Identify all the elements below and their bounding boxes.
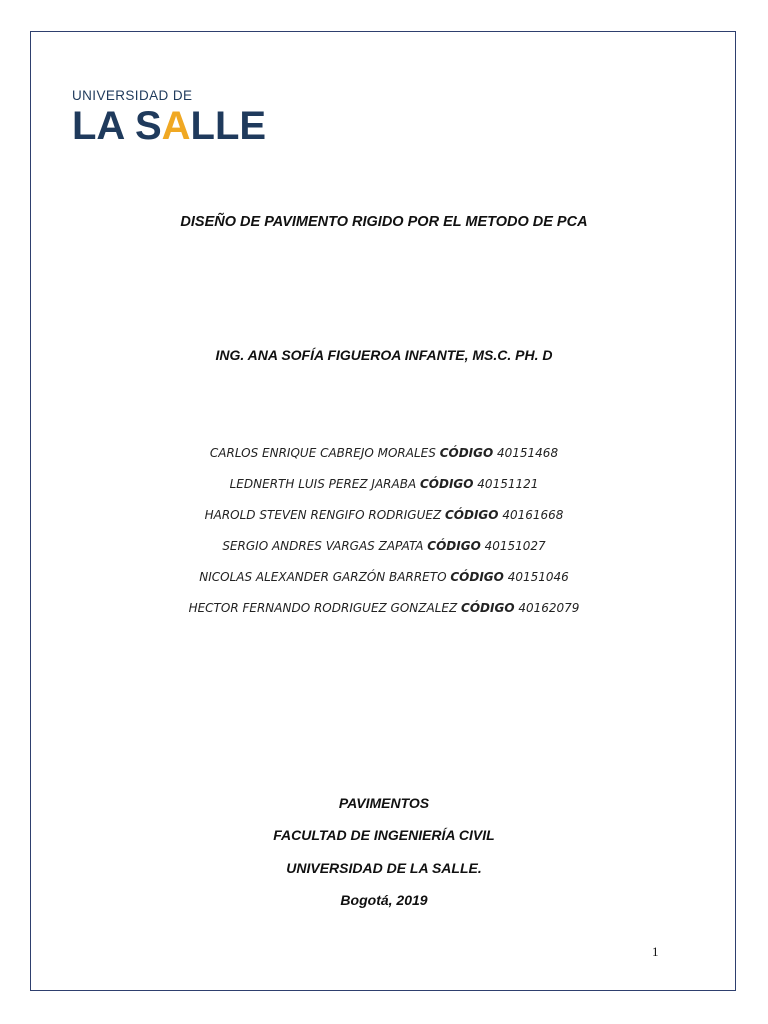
author-name: CARLOS ENRIQUE CABREJO MORALES — [209, 446, 436, 460]
logo-top-text: UNIVERSIDAD DE — [72, 88, 193, 103]
author-code: 40151121 — [477, 477, 539, 491]
course-name: PAVIMENTOS — [338, 795, 430, 811]
author-code: 40151046 — [507, 570, 569, 584]
code-label: CÓDIGO — [439, 446, 494, 460]
author-list — [0, 444, 768, 630]
author-item — [0, 444, 768, 475]
author-code: 40162079 — [518, 601, 580, 615]
author-name: HECTOR FERNANDO RODRIGUEZ GONZALEZ — [188, 601, 458, 615]
author-name: NICOLAS ALEXANDER GARZÓN BARRETO — [199, 570, 447, 584]
code-label: CÓDIGO — [419, 477, 474, 491]
author-item — [0, 568, 768, 599]
professor-name: ING. ANA SOFÍA FIGUEROA INFANTE, MS.C. PH. D — [215, 347, 553, 363]
code-label: CÓDIGO — [427, 539, 481, 553]
code-label: CÓDIGO — [461, 601, 515, 615]
logo-bottom-text: LA SALLE — [72, 104, 267, 148]
place-date: Bogotá, 2019 — [340, 892, 428, 908]
author-item — [0, 599, 768, 630]
author-item — [0, 537, 768, 568]
faculty-name: FACULTAD DE INGENIERÍA CIVIL — [273, 827, 495, 843]
author-name: HAROLD STEVEN RENGIFO RODRIGUEZ — [204, 508, 442, 522]
author-code: 40151468 — [497, 446, 559, 460]
document-title: DISEÑO DE PAVIMENTO RIGIDO POR EL METODO DE PCA — [180, 214, 588, 230]
author-name: SERGIO ANDRES VARGAS ZAPATA — [222, 539, 424, 553]
code-label: CÓDIGO — [445, 508, 499, 522]
author-code: 40151027 — [484, 539, 546, 553]
code-label: CÓDIGO — [450, 570, 504, 584]
author-name: LEDNERTH LUIS PEREZ JARABA — [229, 477, 417, 491]
page-number: 1 — [652, 944, 659, 959]
university-name: UNIVERSIDAD DE LA SALLE. — [286, 860, 482, 876]
university-logo — [72, 88, 267, 148]
author-item — [0, 475, 768, 506]
author-code: 40161668 — [502, 508, 564, 522]
author-item — [0, 506, 768, 537]
la-salle-star-logo-icon — [72, 104, 267, 148]
